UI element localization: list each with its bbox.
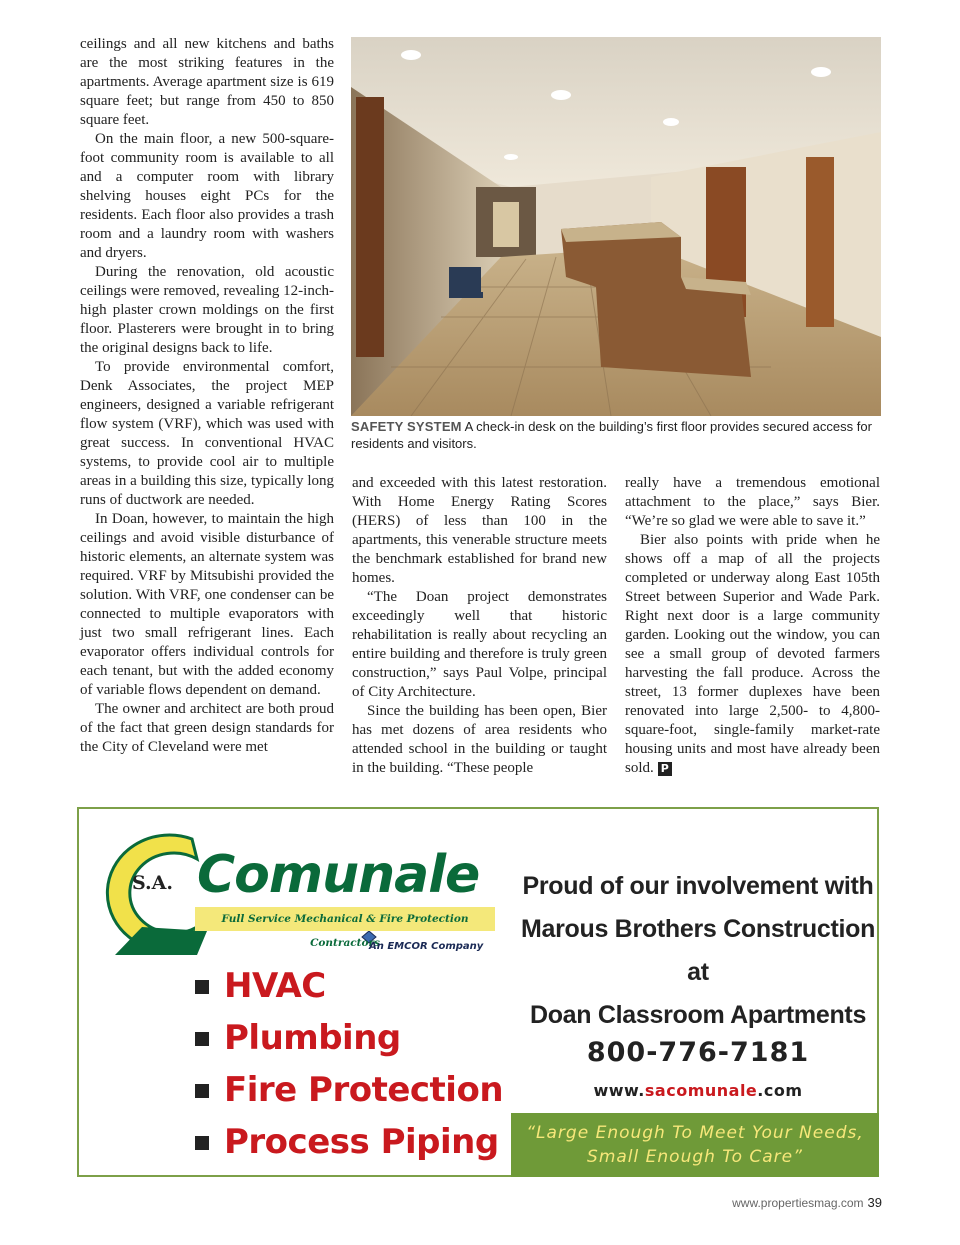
page-number: 39 (867, 1195, 882, 1210)
photo-caption (351, 418, 883, 452)
service-item: Plumbing (224, 1018, 401, 1058)
paragraph: In Doan, however, to maintain the high ceilings and avoid visible disturbance of historic elements, an alternate system was required. VRF by Mitsubishi provided the solution. With VRF, one condenser can be connected to multiple evaporators with just two small refrigerant lines. Each evaporator offers individual controls for each tenant, but with the added economy of variable flows dependent on demand. (80, 511, 334, 698)
slogan-line: Small Enough To Care” (587, 1147, 803, 1167)
end-mark-icon: P (658, 762, 672, 776)
article-column-left (80, 35, 334, 757)
paragraph: Since the building has been open, Bier has met dozens of area residents who attended school in the building or taught in the building. “These people (352, 703, 607, 776)
caption-label: SAFETY SYSTEM (351, 419, 462, 434)
bullet-icon (195, 1084, 209, 1098)
bullet-icon (195, 1136, 209, 1150)
article-column-middle (352, 474, 607, 778)
paragraph: “The Doan project demonstrates exceedingly well that historic rehabilitation is really about recycling an entire building and therefore is truly green construction,” says Paul Volpe, principal of City Architecture. (352, 589, 607, 700)
logo-wordmark: Comunale (197, 845, 480, 905)
comunale-advertisement (77, 807, 879, 1177)
headline-line: Doan Classroom Apartments (529, 1001, 867, 1029)
paragraph: really have a tremendous emotional attachment to the place,” says Bier. “We’re so glad we were able to save it.” (625, 475, 880, 529)
footer-url: www.propertiesmag.com (732, 1196, 864, 1210)
slogan-line: “Large Enough To Meet Your Needs, (526, 1123, 864, 1143)
article-column-right (625, 474, 880, 778)
service-item: Process Piping (224, 1122, 499, 1162)
caption-text: A check-in desk on the building’s first floor provides secured access for residents and visitors. (351, 419, 872, 451)
headline-line: Marous Brothers Construction at (520, 915, 876, 986)
service-item: HVAC (224, 966, 326, 1006)
bullet-icon (195, 980, 209, 994)
logo-sa: S.A. (132, 872, 174, 894)
phone-number: 800-776-7181 (586, 1037, 810, 1068)
paragraph: The owner and architect are both proud of the fact that green design standards for the City of Cleveland were met (80, 701, 334, 755)
paragraph: and exceeded with this latest restoration. With Home Energy Rating Scores (HERS) of less than 100 in the apartments, this venerable structure meets the benchmark established for brand new homes. (352, 475, 607, 586)
comunale-logo (97, 827, 517, 957)
logo-tagline: Full Service Mechanical & Fire Protection Contractors (195, 907, 495, 931)
lobby-photo (351, 37, 881, 416)
page-footer (732, 1195, 882, 1210)
web-suffix: .com (757, 1081, 803, 1100)
paragraph: ceilings and all new kitchens and baths are the most striking features in the apartments. Average apartment size is 619 square feet; but range from 450 to 850 square feet. (80, 36, 334, 128)
service-item: Fire Protection (224, 1070, 504, 1110)
web-prefix: www. (593, 1081, 645, 1100)
paragraph: During the renovation, old acoustic ceilings were removed, revealing 12-inch-high plaster crown moldings on the first floor. Plasterers were brought in to bring the original designs back to life. (80, 264, 334, 356)
logo-parent-company: An EMCOR Company (369, 941, 484, 952)
headline-line: Proud of our involvement with (522, 872, 874, 900)
bullet-icon (195, 1032, 209, 1046)
website-link[interactable] (519, 1081, 877, 1100)
paragraph-text: Bier also points with pride when he shows off a map of all the projects completed or underway along East 105th Street between Superior and Wade Park. Right next door is a large community garden. Looking out the window, you can see a small group of devoted farmers harvesting the fall produce. Across the street, 13 former duplexes have been renovated into large 2,500- to 4,800-square-foot, single-family market-rate housing units and most have already been sold. (625, 532, 880, 776)
web-domain: sacomunale (644, 1081, 758, 1100)
ad-headline (519, 865, 877, 1037)
paragraph: On the main floor, a new 500-square-foot community room is available to all and a computer room with library shelving houses eight PCs for the residents. Each floor also provides a trash room and a laundry room with washers and dryers. (80, 131, 334, 261)
paragraph (625, 531, 880, 778)
paragraph: To provide environmental comfort, Denk Associates, the project MEP engineers, designed a variable refrigerant flow system (VRF), which was used with great success. In conventional HVAC systems, to provide cool air to multiple areas in a building this size, typically long runs of ductwork are needed. (80, 359, 334, 508)
ad-slogan (511, 1113, 879, 1177)
